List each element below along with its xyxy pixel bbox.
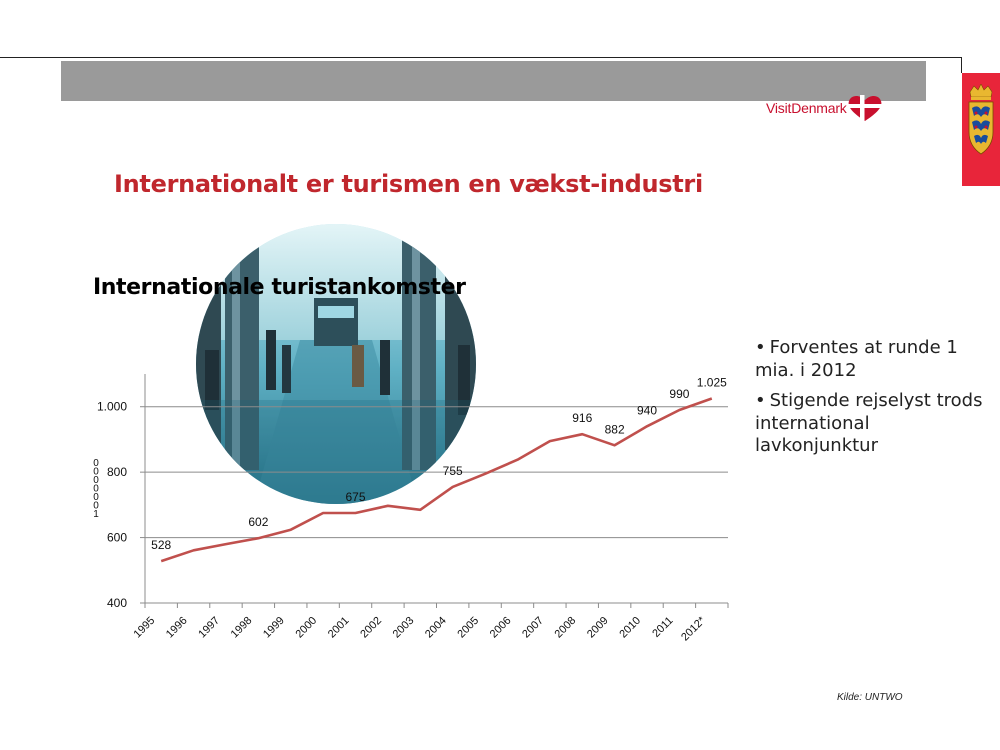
data-label: 916 [572,411,593,426]
x-tick-label: 1996 [163,614,190,641]
bullet-list [755,337,995,466]
x-tick-label: 1998 [228,614,255,641]
data-label: 990 [669,386,690,401]
x-tick-label: 2003 [390,614,417,641]
y-axis-label-glyph: 0 [93,500,99,512]
y-axis-label-glyph: 0 [93,483,99,495]
bullet-item: • Forventes at runde 1 mia. i 2012 [755,337,958,381]
x-tick-label: 2001 [325,614,352,641]
data-label: 675 [345,490,366,505]
y-axis-label-glyph: 0 [93,458,99,469]
x-tick-label: 2011 [650,614,676,640]
y-tick-label: 400 [106,596,127,610]
bullet-item: • Stigende rejselyst trods international lavkonjunktur [755,390,983,456]
x-tick-label: 1995 [131,614,158,641]
logo-text: VisitDenmark [766,100,847,116]
x-tick-label: 2007 [520,614,546,641]
x-tick-label: 2005 [455,614,482,641]
y-axis-label-glyph: 0 [93,466,99,478]
y-axis-label-glyph: 0 [93,475,99,486]
x-tick-label: 2009 [584,614,611,641]
x-tick-label: 2006 [487,614,514,641]
source-note: Kilde: UNTWO [837,692,903,703]
data-label: 882 [604,422,625,437]
data-label: 940 [637,403,658,418]
x-tick-label: 2002 [358,614,385,641]
y-axis-label-glyph: 1 [93,509,99,520]
x-tick-label: 2008 [552,614,579,641]
chart-subtitle: Internationale turistankomster [93,275,466,300]
bullet-text: Forventes at runde 1 mia. i 2012 [755,337,958,381]
data-label: 528 [151,538,172,553]
x-tick-label: 2000 [293,614,320,641]
y-tick-label: 1.000 [96,399,127,414]
slide-title: Internationalt er turismen en vækst-industri [114,170,703,198]
data-label: 1.025 [696,375,727,390]
x-tick-label: 1997 [196,614,223,641]
data-label: 755 [442,463,463,478]
y-tick-label: 800 [106,465,127,480]
series-line [161,399,712,562]
y-axis-label-glyph: 0 [93,492,99,503]
y-tick-label: 600 [106,530,127,545]
data-label: 602 [248,515,269,530]
bullet-text: Stigende rejselyst trods international lavkonjunktur [755,390,983,456]
x-tick-label: 2012* [679,614,708,644]
x-tick-label: 1999 [261,614,287,641]
x-tick-label: 2010 [617,614,644,641]
x-tick-label: 2004 [423,614,449,641]
